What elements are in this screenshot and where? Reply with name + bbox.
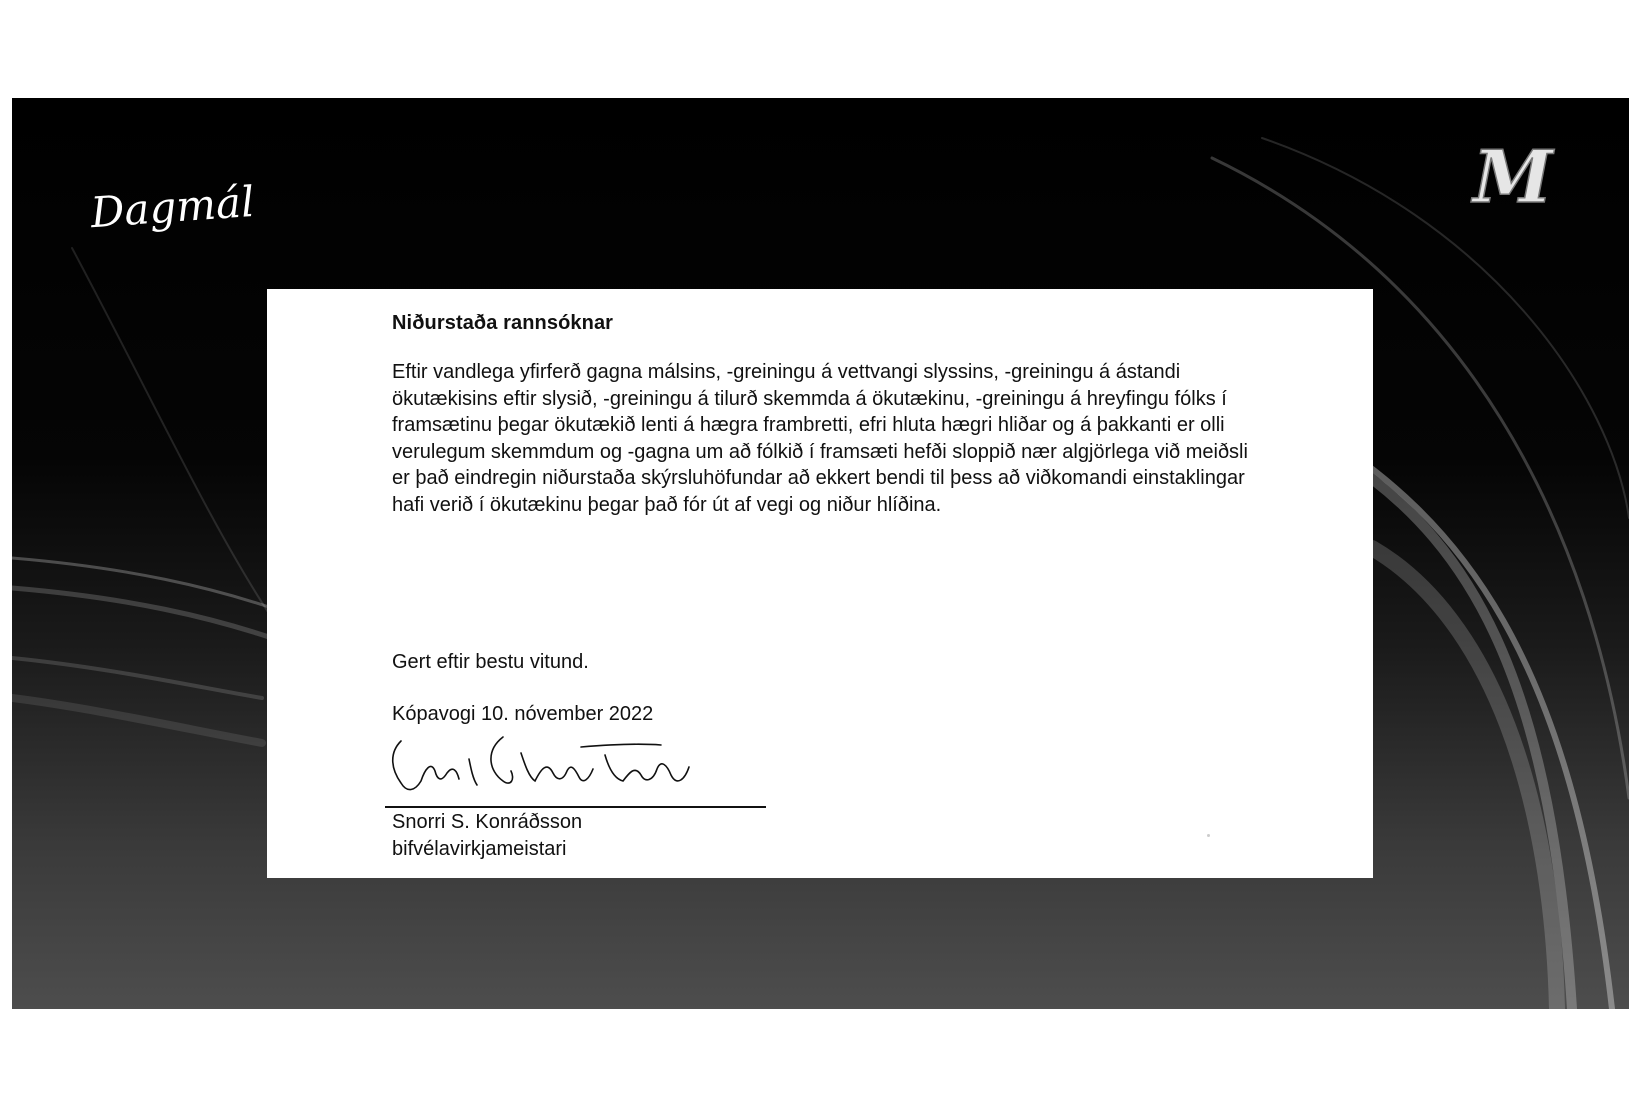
outlet-m-logo-text: M <box>1473 138 1553 213</box>
document-title: Niðurstaða rannsóknar <box>392 312 614 334</box>
document-body: Eftir vandlega yfirferð gagna málsins, -greiningu á vettvangi slyssins, -greiningu á ástandi ökutækisins eftir slysið, -greiningu á tilurð skemmda á ökutækinu, -greiningu á hreyfingu fólks í framsætinu þegar ökutækið lenti á hægra frambretti, efri hluta hægri hliðar og á þakkanti er olli verulegum skemmdum og -gagna um að fólkið í framsæti hefði sloppið nær algjörlega við meiðsli er það eindregin niðurstaða skýrsluhöfundar að ekkert bendi til þess að viðkomandi einstaklingar hafi verið í ökutækinu þegar það fór út af vegi og niður hlíðina. <box>392 361 1248 516</box>
handwritten-signature <box>385 729 715 809</box>
video-frame <box>12 98 1629 1009</box>
signature-line <box>385 806 766 808</box>
dagmal-logo-text: Dagmál <box>89 176 256 238</box>
report-document <box>267 289 1373 878</box>
paper-speck <box>1207 834 1210 837</box>
signer-name: Snorri S. Konráðsson <box>392 811 583 833</box>
outlet-m-logo <box>1467 138 1557 213</box>
signer-title: bifvélavirkjameistari <box>392 838 567 860</box>
dagmal-logo <box>87 174 257 244</box>
place-and-date: Kópavogi 10. nóvember 2022 <box>392 703 654 725</box>
document-closing: Gert eftir bestu vitund. <box>392 651 589 673</box>
